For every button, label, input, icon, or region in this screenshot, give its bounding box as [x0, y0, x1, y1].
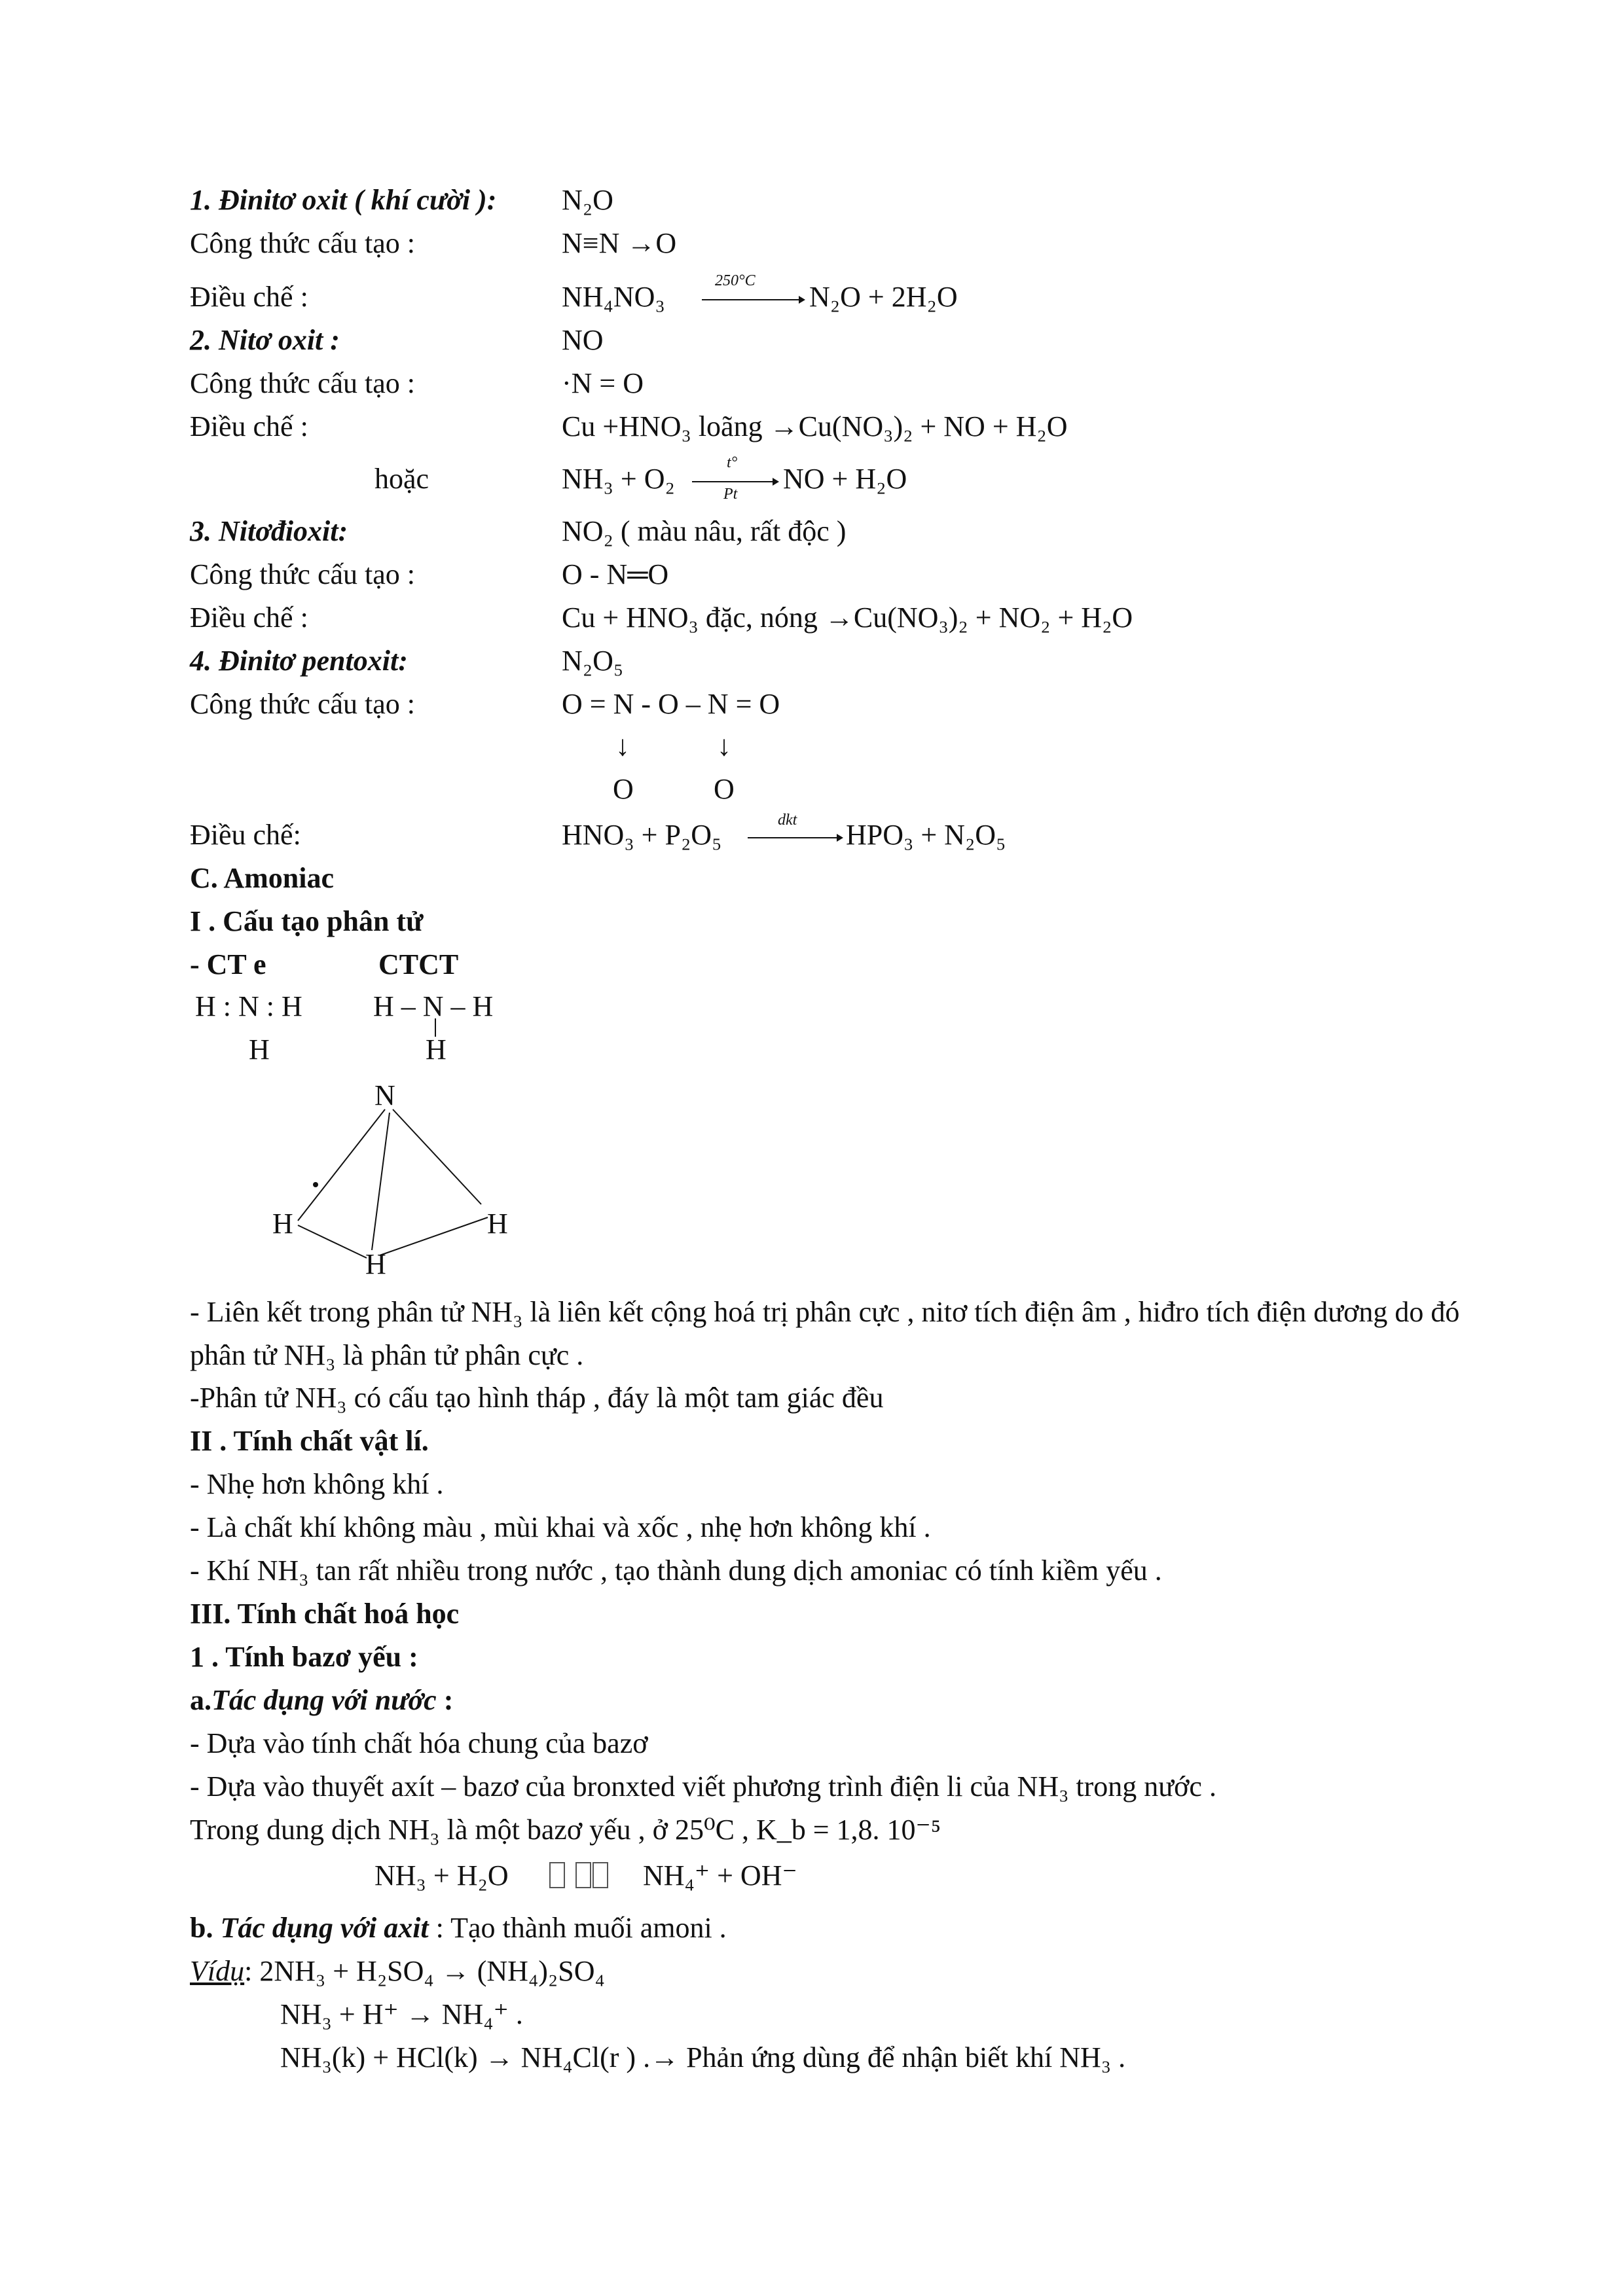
heading-base: 1 . Tính bazơ yếu : [190, 1641, 418, 1673]
ctct-label: Công thức cấu tạo : [190, 688, 415, 720]
reaction-condition: dkt [778, 812, 797, 829]
heading-chemical: III. Tính chất hoá học [190, 1598, 460, 1630]
paragraph-pyramid: -Phân tử NH₃ có cấu tạo hình tháp , đáy là một tam giác đều [190, 1382, 884, 1414]
reaction-arrow-icon [746, 831, 843, 844]
equilibrium-arrow-icon [547, 1857, 613, 1894]
oxygen-label: O [714, 773, 735, 805]
heading-dinito-pentoxit: 4. Đinitơ pentoxit: [190, 645, 408, 677]
example-2: NH₃ + H⁺ → NH₄⁺ . [280, 1998, 523, 2030]
ctct-label: Công thức cấu tạo : [190, 367, 415, 399]
electron-formula-h: H [249, 1033, 270, 1066]
atom-h-left: H [272, 1208, 293, 1240]
formula-n2o: N₂O [562, 184, 613, 216]
reaction-condition-bottom: Pt [723, 486, 738, 503]
structural-formula-h: H [426, 1033, 447, 1066]
water-1: - Dựa vào tính chất hóa chung của bazơ [190, 1727, 648, 1759]
ctct-n2o5: O = N - O – N = O [562, 688, 780, 720]
ctct-label: Công thức cấu tạo : [190, 558, 415, 590]
reaction-left: NH₄NO₃ [562, 281, 665, 313]
example-1: Vídụ: 2NH₃ + H₂SO₄ → (NH₄)₂SO₄ [190, 1955, 605, 1987]
electron-formula: H : N : H [195, 990, 302, 1022]
reaction-left: HNO₃ + P₂O₅ [562, 819, 722, 851]
heading-nitodioxit: 3. Nitơđioxit: [190, 515, 348, 547]
dc-label: Điều chế: [190, 819, 301, 851]
reaction-arrow-icon [701, 293, 805, 306]
reaction-left: NH₃ + O₂ [562, 463, 675, 495]
ctct-label: CTCT [378, 948, 459, 980]
down-arrow-icon: ↓ [615, 730, 630, 762]
atom-h-bottom: H [365, 1248, 386, 1280]
ctct-label: Công thức cấu tạo : [190, 227, 415, 259]
nh3-pyramid-diagram [262, 1073, 537, 1289]
down-arrow-icon: ↓ [717, 730, 731, 762]
reaction-right: N₂O + 2H₂O [809, 281, 958, 313]
water-2: - Dựa vào thuyết axít – bazơ của bronxted viết phương trình điện li của NH₃ trong nước . [190, 1770, 1216, 1803]
equilibrium-right: NH₄⁺ + OH⁻ [643, 1859, 797, 1892]
physical-3: - Khí NH₃ tan rất nhiều trong nước , tạo thành dung dịch amoniac có tính kiềm yếu . [190, 1554, 1162, 1587]
physical-2: - Là chất khí không màu , mùi khai và xốc , nhẹ hơn không khí . [190, 1511, 931, 1543]
formula-no2: NO₂ ( màu nâu, rất độc ) [562, 515, 847, 547]
structural-formula: H – N – H [373, 990, 494, 1022]
reaction-condition-top: t° [727, 454, 738, 471]
physical-1: - Nhẹ hơn không khí . [190, 1468, 444, 1500]
dc-label: Điều chế : [190, 281, 308, 313]
heading-acid: b. Tác dụng với axit : Tạo thành muối amoni . [190, 1912, 727, 1944]
reaction-right: HPO₃ + N₂O₅ [846, 819, 1006, 851]
ctct-no: ·N = O [562, 367, 644, 399]
or-label: hoặc [374, 463, 429, 495]
dc-label: Điều chế : [190, 410, 308, 442]
reaction-cu-hno3: Cu +HNO₃ loãng →Cu(NO₃)₂ + NO + H₂O [562, 410, 1068, 442]
dc-label: Điều chế : [190, 601, 308, 634]
heading-amoniac: C. Amoniac [190, 862, 334, 894]
lone-pair-dot-icon [313, 1182, 318, 1187]
paragraph-bond: - Liên kết trong phân tử NH₃ là liên kết cộng hoá trị phân cực , nitơ tích điện âm , hiđro tích điện dương do đó phân tử NH₃ là phân tử phân cực . [190, 1296, 1460, 1371]
oxygen-label: O [613, 773, 634, 805]
example-3: NH₃(k) + HCl(k) → NH₄Cl(r ) .→ Phản ứng dùng để nhận biết khí NH₃ . [280, 2041, 1126, 2073]
reaction-right: NO + H₂O [783, 463, 907, 495]
atom-h-right: H [487, 1208, 508, 1240]
heading-water: a.Tác dụng với nước : [190, 1684, 454, 1716]
ctct-no2: O - N═O [562, 558, 669, 590]
formula-no: NO [562, 324, 604, 356]
heading-cau-tao: I . Cấu tạo phân tử [190, 905, 424, 937]
heading-nito-oxit: 2. Nitơ oxit : [190, 324, 340, 356]
heading-dinito-oxit: 1. Đinitơ oxit ( khí cười ): [190, 184, 497, 216]
heading-physical: II . Tính chất vật lí. [190, 1425, 429, 1457]
atom-n: N [374, 1079, 395, 1111]
cte-label: - CT e [190, 948, 266, 980]
water-3: Trong dung dịch NH₃ là một bazơ yếu , ở 25⁰C , K_b = 1,8. 10⁻⁵ [190, 1814, 941, 1846]
ctct-n2o: N≡N →O [562, 227, 677, 259]
reaction-cu-hno3-dac: Cu + HNO₃ đặc, nóng →Cu(NO₃)₂ + NO₂ + H₂O [562, 601, 1133, 634]
equilibrium-left: NH₃ + H₂O [374, 1859, 509, 1892]
formula-n2o5: N₂O₅ [562, 645, 624, 677]
reaction-condition: 250°C [715, 272, 756, 289]
